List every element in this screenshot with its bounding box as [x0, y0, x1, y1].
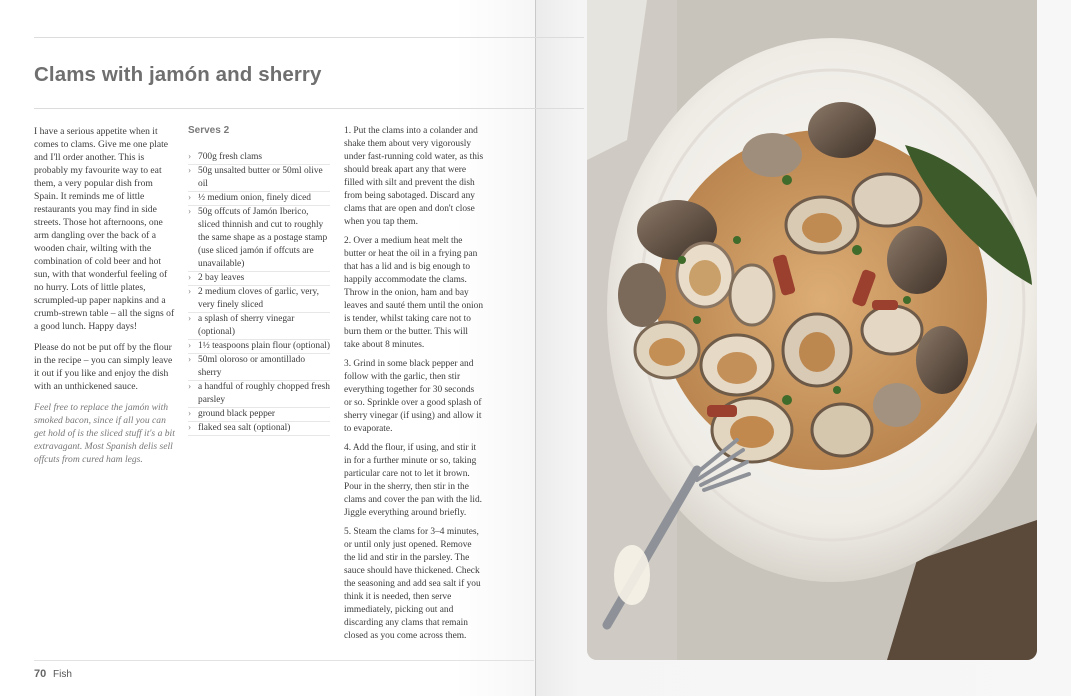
- intro-tip: Feel free to replace the jamón with smoked bacon, since if all you can get hold of is the sliced stuff it's a bit extravagant. Most Spanish delis sell offcuts from cured ham legs.: [34, 402, 175, 465]
- top-rule: [34, 37, 584, 38]
- page-footer: [34, 668, 72, 680]
- ingredient-item: › 2 medium cloves of garlic, very, very finely sliced: [188, 286, 330, 313]
- method-column: [344, 125, 484, 649]
- ingredient-item: › 50ml oloroso or amontillado sherry: [188, 354, 330, 381]
- ingredient-item: › 2 bay leaves: [188, 272, 330, 286]
- method-step: 3. Grind in some black pepper and follow with the garlic, then stir everything together for 30 seconds or so. Sprinkle over a good splash of sherry vinegar (if using) and allow it to evaporate.: [344, 359, 482, 434]
- book-spine: [535, 0, 536, 696]
- ingredient-item: › 50g offcuts of Jamón Iberico, sliced thinnish and cut to roughly the same shape as a postage stamp (use sliced jamón if offcuts are unavailable): [188, 206, 330, 272]
- clams-plate-illustration: [587, 0, 1037, 660]
- title-rule: [34, 108, 584, 109]
- method-step: 5. Steam the clams for 3–4 minutes, or until only just opened. Remove the lid and stir in the parsley. The sauce should have thickened. Check the seasoning and add sea salt if you think it is needed, then serve immediately, picking out and discarding any clams that remain closed as you come across them.: [344, 527, 481, 641]
- section-name: Fish: [53, 669, 72, 680]
- sauce-on-fork: [614, 545, 650, 605]
- intro-paragraph: Please do not be put off by the flour in the recipe – you can simply leave it out if you like and enjoy the dish with an unthickened sauce.: [34, 342, 173, 392]
- intro-paragraph: I have a serious appetite when it comes to clams. Give me one plate and I'll order another. This is probably my favourite way to eat them, a very popular dish from Spain. It reminds me of little restaurants you may find in side streets. Those hot afternoons, one arm dangling over the back of a wooden chair, wilting with the combination of cold beer and hot sun, with that wonderful feeling of no hurry. Lots of little plates, scrumpled-up paper napkins and a crumb-strewn table – all the signs of a good lunch. Happy days!: [34, 126, 175, 332]
- ingredient-item: › 1½ teaspoons plain flour (optional): [188, 340, 330, 354]
- footer-rule: [34, 660, 534, 661]
- ingredients-list: [188, 151, 330, 436]
- serves-label: Serves 2: [188, 125, 230, 136]
- method-step: 2. Over a medium heat melt the butter or heat the oil in a frying pan that has a lid and is big enough to happily accommodate the clams. Throw in the onion, ham and bay leaves and sauté them until the onion is tender, whilst taking care not to burn them or the butter. This will take about 8 minutes.: [344, 236, 484, 350]
- dish-photo: [587, 0, 1037, 660]
- recipe-title: Clams with jamón and sherry: [34, 63, 322, 86]
- ingredient-item: › a splash of sherry vinegar (optional): [188, 313, 330, 340]
- page-number: 70: [34, 668, 47, 680]
- method-step: 4. Add the flour, if using, and stir it in for a further minute or so, taking particular care not to let it brown. Pour in the sherry, then stir in the clams and cover the pan with the lid. Jiggle everything around briefly.: [344, 443, 482, 518]
- ingredient-item: › ground black pepper: [188, 408, 330, 422]
- ingredient-item: › ½ medium onion, finely diced: [188, 192, 330, 206]
- intro-column: [34, 125, 176, 474]
- ingredient-item: › a handful of roughly chopped fresh parsley: [188, 381, 330, 408]
- ingredient-item: › 700g fresh clams: [188, 151, 330, 165]
- ingredient-item: › flaked sea salt (optional): [188, 422, 330, 436]
- ingredient-item: › 50g unsalted butter or 50ml olive oil: [188, 165, 330, 192]
- method-step: 1. Put the clams into a colander and shake them about very vigorously under fast-running cold water, as this should break apart any that were filled with silt and prevent the dish from being sabotaged. Discard any clams that are open and don't close when you tap them.: [344, 126, 484, 227]
